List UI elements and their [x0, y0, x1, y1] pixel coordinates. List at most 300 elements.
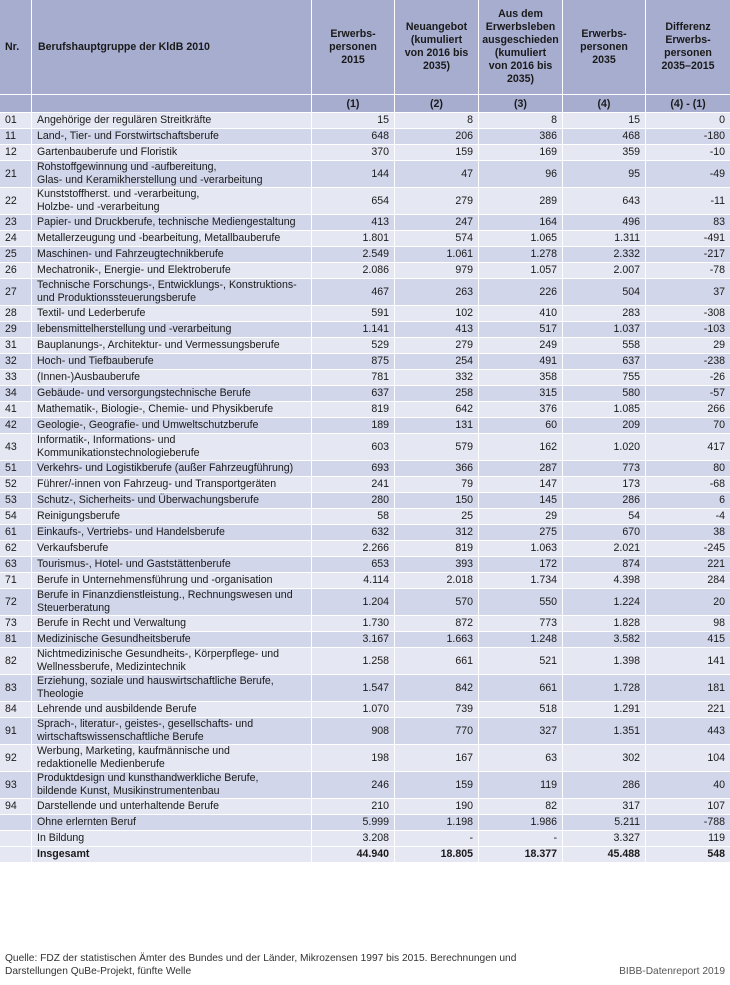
value-ausgeschieden: 1.065 [479, 231, 563, 247]
value-2035: 15 [563, 113, 646, 129]
value-2015: 875 [312, 354, 395, 370]
index-label: (4) [563, 95, 646, 113]
row-number: 28 [0, 306, 32, 322]
value-2035: 670 [563, 525, 646, 541]
value-differenz: -238 [646, 354, 730, 370]
value-2035: 1.728 [563, 675, 646, 702]
brand-label: BIBB-Datenreport 2019 [619, 966, 725, 977]
value-2035: 95 [563, 161, 646, 188]
row-number [0, 831, 32, 847]
value-neuangebot: 574 [395, 231, 479, 247]
table-row [0, 418, 730, 434]
occupation-name: (Innen-)Ausbauberufe [32, 370, 312, 386]
table-row [0, 461, 730, 477]
value-differenz: 415 [646, 632, 730, 648]
occupation-name: Werbung, Marketing, kaufmännische und redaktionelle Medienberufe [32, 745, 312, 772]
value-2015: 44.940 [312, 847, 395, 863]
value-ausgeschieden: 96 [479, 161, 563, 188]
value-ausgeschieden: 172 [479, 557, 563, 573]
occupation-name: Kunststoffherst. und -verarbeitung, Holzbe- und -verarbeitung [32, 188, 312, 215]
value-2015: 210 [312, 799, 395, 815]
table-row [0, 525, 730, 541]
value-2015: 413 [312, 215, 395, 231]
value-neuangebot: 739 [395, 702, 479, 718]
row-number: 71 [0, 573, 32, 589]
occupation-name: Berufe in Finanzdienstleistung., Rechnungswesen und Steuerberatung [32, 589, 312, 616]
value-ausgeschieden: 164 [479, 215, 563, 231]
row-number: 73 [0, 616, 32, 632]
table-body [0, 113, 730, 863]
value-ausgeschieden: 169 [479, 145, 563, 161]
value-2015: 15 [312, 113, 395, 129]
value-2015: 693 [312, 461, 395, 477]
index-empty [0, 95, 32, 113]
value-ausgeschieden: 1.063 [479, 541, 563, 557]
value-differenz: -180 [646, 129, 730, 145]
value-2035: 1.398 [563, 648, 646, 675]
value-neuangebot: 18.805 [395, 847, 479, 863]
value-2015: 144 [312, 161, 395, 188]
table-row [0, 541, 730, 557]
occupation-name: Schutz-, Sicherheits- und Überwachungsberufe [32, 493, 312, 509]
table-row [0, 263, 730, 279]
value-2015: 2.549 [312, 247, 395, 263]
table-row [0, 129, 730, 145]
value-2035: 5.211 [563, 815, 646, 831]
value-neuangebot: 167 [395, 745, 479, 772]
value-2015: 632 [312, 525, 395, 541]
value-neuangebot: 79 [395, 477, 479, 493]
value-ausgeschieden: 315 [479, 386, 563, 402]
occupation-name: Hoch- und Tiefbauberufe [32, 354, 312, 370]
value-differenz: -57 [646, 386, 730, 402]
occupation-name: lebensmittelherstellung und -verarbeitung [32, 322, 312, 338]
value-differenz: -103 [646, 322, 730, 338]
table-row [0, 386, 730, 402]
occupation-name: Metallerzeugung und -bearbeitung, Metallbauberufe [32, 231, 312, 247]
value-ausgeschieden: 1.734 [479, 573, 563, 589]
value-2015: 3.167 [312, 632, 395, 648]
value-differenz: 119 [646, 831, 730, 847]
row-number: 32 [0, 354, 32, 370]
occupation-name: Verkaufsberufe [32, 541, 312, 557]
table-row [0, 161, 730, 188]
value-2035: 1.291 [563, 702, 646, 718]
header-erwerbspersonen-2015: Erwerbs- personen 2015 [312, 0, 395, 95]
row-number: 33 [0, 370, 32, 386]
value-neuangebot: 1.198 [395, 815, 479, 831]
source-line: Darstellungen QuBe-Projekt, fünfte Welle [5, 966, 192, 977]
table-row [0, 616, 730, 632]
table-row [0, 215, 730, 231]
table-row [0, 113, 730, 129]
value-neuangebot: 661 [395, 648, 479, 675]
value-ausgeschieden: 358 [479, 370, 563, 386]
value-2035: 1.828 [563, 616, 646, 632]
occupation-name: Bauplanungs-, Architektur- und Vermessungsberufe [32, 338, 312, 354]
value-ausgeschieden: 289 [479, 188, 563, 215]
table-row [0, 745, 730, 772]
value-2035: 209 [563, 418, 646, 434]
row-number: 53 [0, 493, 32, 509]
row-number: 12 [0, 145, 32, 161]
value-ausgeschieden: 287 [479, 461, 563, 477]
value-ausgeschieden: 1.057 [479, 263, 563, 279]
value-2015: 4.114 [312, 573, 395, 589]
table-row [0, 322, 730, 338]
value-2035: 286 [563, 493, 646, 509]
value-neuangebot: 1.061 [395, 247, 479, 263]
value-differenz: 98 [646, 616, 730, 632]
value-ausgeschieden: 410 [479, 306, 563, 322]
table-row [0, 306, 730, 322]
value-2035: 1.351 [563, 718, 646, 745]
value-differenz: 0 [646, 113, 730, 129]
row-number: 84 [0, 702, 32, 718]
occupation-name: Tourismus-, Hotel- und Gaststättenberufe [32, 557, 312, 573]
value-2035: 643 [563, 188, 646, 215]
row-number: 83 [0, 675, 32, 702]
row-number [0, 847, 32, 863]
header-differenz: Differenz Erwerbs- personen 2035–2015 [646, 0, 730, 95]
row-number: 92 [0, 745, 32, 772]
table-row [0, 354, 730, 370]
value-neuangebot: 393 [395, 557, 479, 573]
value-2035: 1.020 [563, 434, 646, 461]
value-2015: 198 [312, 745, 395, 772]
value-differenz: 107 [646, 799, 730, 815]
value-2015: 2.086 [312, 263, 395, 279]
header-nr: Nr. [0, 0, 32, 95]
value-neuangebot: 332 [395, 370, 479, 386]
header-group: Berufshauptgruppe der KldB 2010 [32, 0, 312, 95]
table-row [0, 702, 730, 718]
value-ausgeschieden: 1.278 [479, 247, 563, 263]
value-differenz: 83 [646, 215, 730, 231]
value-neuangebot: 2.018 [395, 573, 479, 589]
value-neuangebot: 150 [395, 493, 479, 509]
table-row [0, 589, 730, 616]
value-2015: 5.999 [312, 815, 395, 831]
value-ausgeschieden: 162 [479, 434, 563, 461]
value-2015: 467 [312, 279, 395, 306]
value-neuangebot: 8 [395, 113, 479, 129]
row-number: 54 [0, 509, 32, 525]
occupation-name: Geologie-, Geografie- und Umweltschutzberufe [32, 418, 312, 434]
occupation-name: Medizinische Gesundheitsberufe [32, 632, 312, 648]
occupation-name: Nichtmedizinische Gesundheits-, Körperpflege- und Wellnessberufe, Medizintechnik [32, 648, 312, 675]
value-neuangebot: 25 [395, 509, 479, 525]
table-row [0, 573, 730, 589]
value-neuangebot: 279 [395, 188, 479, 215]
occupation-name: Sprach-, literatur-, geistes-, gesellschafts- und wirtschaftswissenschaftliche Berufe [32, 718, 312, 745]
value-2035: 3.582 [563, 632, 646, 648]
value-neuangebot: 570 [395, 589, 479, 616]
table-row [0, 402, 730, 418]
header-row [0, 0, 730, 95]
row-number: 94 [0, 799, 32, 815]
value-2015: 241 [312, 477, 395, 493]
row-number: 31 [0, 338, 32, 354]
row-number: 63 [0, 557, 32, 573]
table-row [0, 434, 730, 461]
table-row [0, 145, 730, 161]
value-2015: 529 [312, 338, 395, 354]
value-2035: 496 [563, 215, 646, 231]
value-differenz: 181 [646, 675, 730, 702]
value-differenz: -49 [646, 161, 730, 188]
row-number: 93 [0, 772, 32, 799]
row-number: 27 [0, 279, 32, 306]
value-2035: 874 [563, 557, 646, 573]
occupation-name: Ohne erlernten Beruf [32, 815, 312, 831]
value-2015: 370 [312, 145, 395, 161]
source-line: Quelle: FDZ der statistischen Ämter des Bundes und der Länder, Mikrozensen 1997 bis 2015. Berechnungen und [5, 953, 517, 964]
table-row [0, 718, 730, 745]
table-row [0, 632, 730, 648]
value-neuangebot: 258 [395, 386, 479, 402]
value-ausgeschieden: 63 [479, 745, 563, 772]
value-2015: 246 [312, 772, 395, 799]
value-differenz: 221 [646, 702, 730, 718]
value-neuangebot: 279 [395, 338, 479, 354]
value-neuangebot: 131 [395, 418, 479, 434]
value-ausgeschieden: 119 [479, 772, 563, 799]
occupation-name: Papier- und Druckberufe, technische Mediengestaltung [32, 215, 312, 231]
occupation-name: Technische Forschungs-, Entwicklungs-, Konstruktions- und Produktionssteuerungsberufe [32, 279, 312, 306]
occupation-name: Erziehung, soziale und hauswirtschaftliche Berufe, Theologie [32, 675, 312, 702]
table-row [0, 279, 730, 306]
value-differenz: -26 [646, 370, 730, 386]
row-number: 34 [0, 386, 32, 402]
value-2035: 283 [563, 306, 646, 322]
value-differenz: -308 [646, 306, 730, 322]
value-differenz: 70 [646, 418, 730, 434]
value-2015: 280 [312, 493, 395, 509]
row-number: 51 [0, 461, 32, 477]
row-number: 72 [0, 589, 32, 616]
row-number: 23 [0, 215, 32, 231]
value-ausgeschieden: - [479, 831, 563, 847]
value-ausgeschieden: 18.377 [479, 847, 563, 863]
occupation-name: Mathematik-, Biologie-, Chemie- und Physikberufe [32, 402, 312, 418]
value-2015: 58 [312, 509, 395, 525]
value-2035: 2.021 [563, 541, 646, 557]
row-number: 21 [0, 161, 32, 188]
value-differenz: -10 [646, 145, 730, 161]
value-2015: 781 [312, 370, 395, 386]
value-2015: 819 [312, 402, 395, 418]
row-number: 62 [0, 541, 32, 557]
value-differenz: 104 [646, 745, 730, 772]
value-2035: 580 [563, 386, 646, 402]
value-differenz: 40 [646, 772, 730, 799]
value-differenz: 38 [646, 525, 730, 541]
value-ausgeschieden: 275 [479, 525, 563, 541]
row-number [0, 815, 32, 831]
value-neuangebot: 206 [395, 129, 479, 145]
value-2015: 189 [312, 418, 395, 434]
row-number: 24 [0, 231, 32, 247]
occupation-name: In Bildung [32, 831, 312, 847]
value-2015: 908 [312, 718, 395, 745]
value-ausgeschieden: 60 [479, 418, 563, 434]
value-2015: 1.258 [312, 648, 395, 675]
value-ausgeschieden: 226 [479, 279, 563, 306]
value-2035: 45.488 [563, 847, 646, 863]
total-row [0, 847, 730, 863]
value-ausgeschieden: 517 [479, 322, 563, 338]
value-2015: 591 [312, 306, 395, 322]
value-ausgeschieden: 29 [479, 509, 563, 525]
occupation-name: Berufe in Unternehmensführung und -organisation [32, 573, 312, 589]
value-neuangebot: 366 [395, 461, 479, 477]
value-neuangebot: 770 [395, 718, 479, 745]
value-neuangebot: 1.663 [395, 632, 479, 648]
occupation-name: Produktdesign und kunsthandwerkliche Berufe, bildende Kunst, Musikinstrumentenbau [32, 772, 312, 799]
column-index-row [0, 95, 730, 113]
occupation-name: Darstellende und unterhaltende Berufe [32, 799, 312, 815]
value-differenz: 417 [646, 434, 730, 461]
occupation-name: Gartenbauberufe und Floristik [32, 145, 312, 161]
header-neuangebot: Neuangebot (kumuliert von 2016 bis 2035) [395, 0, 479, 95]
value-2035: 2.007 [563, 263, 646, 279]
value-2015: 603 [312, 434, 395, 461]
value-2015: 3.208 [312, 831, 395, 847]
value-neuangebot: 979 [395, 263, 479, 279]
value-ausgeschieden: 1.986 [479, 815, 563, 831]
value-neuangebot: 413 [395, 322, 479, 338]
value-2015: 653 [312, 557, 395, 573]
table-row [0, 557, 730, 573]
value-differenz: 6 [646, 493, 730, 509]
row-number: 81 [0, 632, 32, 648]
value-neuangebot: 47 [395, 161, 479, 188]
table-row [0, 231, 730, 247]
index-label: (1) [312, 95, 395, 113]
value-neuangebot: 102 [395, 306, 479, 322]
index-label: (2) [395, 95, 479, 113]
value-2035: 1.037 [563, 322, 646, 338]
value-differenz: 221 [646, 557, 730, 573]
occupation-name: Mechatronik-, Energie- und Elektroberufe [32, 263, 312, 279]
value-ausgeschieden: 661 [479, 675, 563, 702]
value-ausgeschieden: 518 [479, 702, 563, 718]
value-ausgeschieden: 327 [479, 718, 563, 745]
value-differenz: -78 [646, 263, 730, 279]
table-row [0, 493, 730, 509]
occupation-name: Informatik-, Informations- und Kommunikationstechnologieberufe [32, 434, 312, 461]
index-label: (4) - (1) [646, 95, 730, 113]
table-row [0, 338, 730, 354]
value-differenz: 141 [646, 648, 730, 675]
index-label: (3) [479, 95, 563, 113]
value-ausgeschieden: 82 [479, 799, 563, 815]
occupation-name: Berufe in Recht und Verwaltung [32, 616, 312, 632]
value-2015: 1.730 [312, 616, 395, 632]
value-neuangebot: 190 [395, 799, 479, 815]
occupation-name: Land-, Tier- und Forstwirtschaftsberufe [32, 129, 312, 145]
value-ausgeschieden: 147 [479, 477, 563, 493]
table-row [0, 509, 730, 525]
value-2035: 558 [563, 338, 646, 354]
table-row [0, 831, 730, 847]
value-differenz: 443 [646, 718, 730, 745]
row-number: 01 [0, 113, 32, 129]
value-neuangebot: 254 [395, 354, 479, 370]
value-2015: 2.266 [312, 541, 395, 557]
value-ausgeschieden: 1.248 [479, 632, 563, 648]
value-differenz: -245 [646, 541, 730, 557]
occupation-name: Einkaufs-, Vertriebs- und Handelsberufe [32, 525, 312, 541]
value-differenz: -217 [646, 247, 730, 263]
occupation-name: Insgesamt [32, 847, 312, 863]
value-2015: 1.204 [312, 589, 395, 616]
table-row [0, 477, 730, 493]
row-number: 29 [0, 322, 32, 338]
row-number: 52 [0, 477, 32, 493]
value-ausgeschieden: 773 [479, 616, 563, 632]
value-2015: 648 [312, 129, 395, 145]
table-row [0, 772, 730, 799]
value-2035: 1.224 [563, 589, 646, 616]
value-differenz: -11 [646, 188, 730, 215]
value-differenz: 37 [646, 279, 730, 306]
header-ausgeschieden: Aus dem Erwerbsleben ausgeschieden (kumuliert von 2016 bis 2035) [479, 0, 563, 95]
value-differenz: 29 [646, 338, 730, 354]
occupation-name: Angehörige der regulären Streitkräfte [32, 113, 312, 129]
row-number: 41 [0, 402, 32, 418]
row-number: 82 [0, 648, 32, 675]
value-differenz: -788 [646, 815, 730, 831]
value-2035: 3.327 [563, 831, 646, 847]
value-differenz: 266 [646, 402, 730, 418]
value-differenz: -491 [646, 231, 730, 247]
value-neuangebot: 263 [395, 279, 479, 306]
value-2015: 654 [312, 188, 395, 215]
value-ausgeschieden: 386 [479, 129, 563, 145]
value-2035: 317 [563, 799, 646, 815]
value-neuangebot: 872 [395, 616, 479, 632]
row-number: 11 [0, 129, 32, 145]
occupation-name: Gebäude- und versorgungstechnische Berufe [32, 386, 312, 402]
table-row [0, 815, 730, 831]
occupation-name: Rohstoffgewinnung und -aufbereitung, Glas- und Keramikherstellung und -verarbeitung [32, 161, 312, 188]
value-2035: 1.085 [563, 402, 646, 418]
table-row [0, 799, 730, 815]
value-2035: 302 [563, 745, 646, 772]
value-2035: 4.398 [563, 573, 646, 589]
row-number: 25 [0, 247, 32, 263]
row-number: 43 [0, 434, 32, 461]
value-neuangebot: 247 [395, 215, 479, 231]
value-2035: 2.332 [563, 247, 646, 263]
occupation-name: Reinigungsberufe [32, 509, 312, 525]
row-number: 91 [0, 718, 32, 745]
value-ausgeschieden: 249 [479, 338, 563, 354]
value-2035: 286 [563, 772, 646, 799]
value-neuangebot: 842 [395, 675, 479, 702]
value-ausgeschieden: 491 [479, 354, 563, 370]
occupation-name: Lehrende und ausbildende Berufe [32, 702, 312, 718]
value-2035: 773 [563, 461, 646, 477]
value-neuangebot: 579 [395, 434, 479, 461]
source-note [5, 952, 605, 978]
value-neuangebot: 642 [395, 402, 479, 418]
value-differenz: -4 [646, 509, 730, 525]
value-neuangebot: 312 [395, 525, 479, 541]
index-empty [32, 95, 312, 113]
